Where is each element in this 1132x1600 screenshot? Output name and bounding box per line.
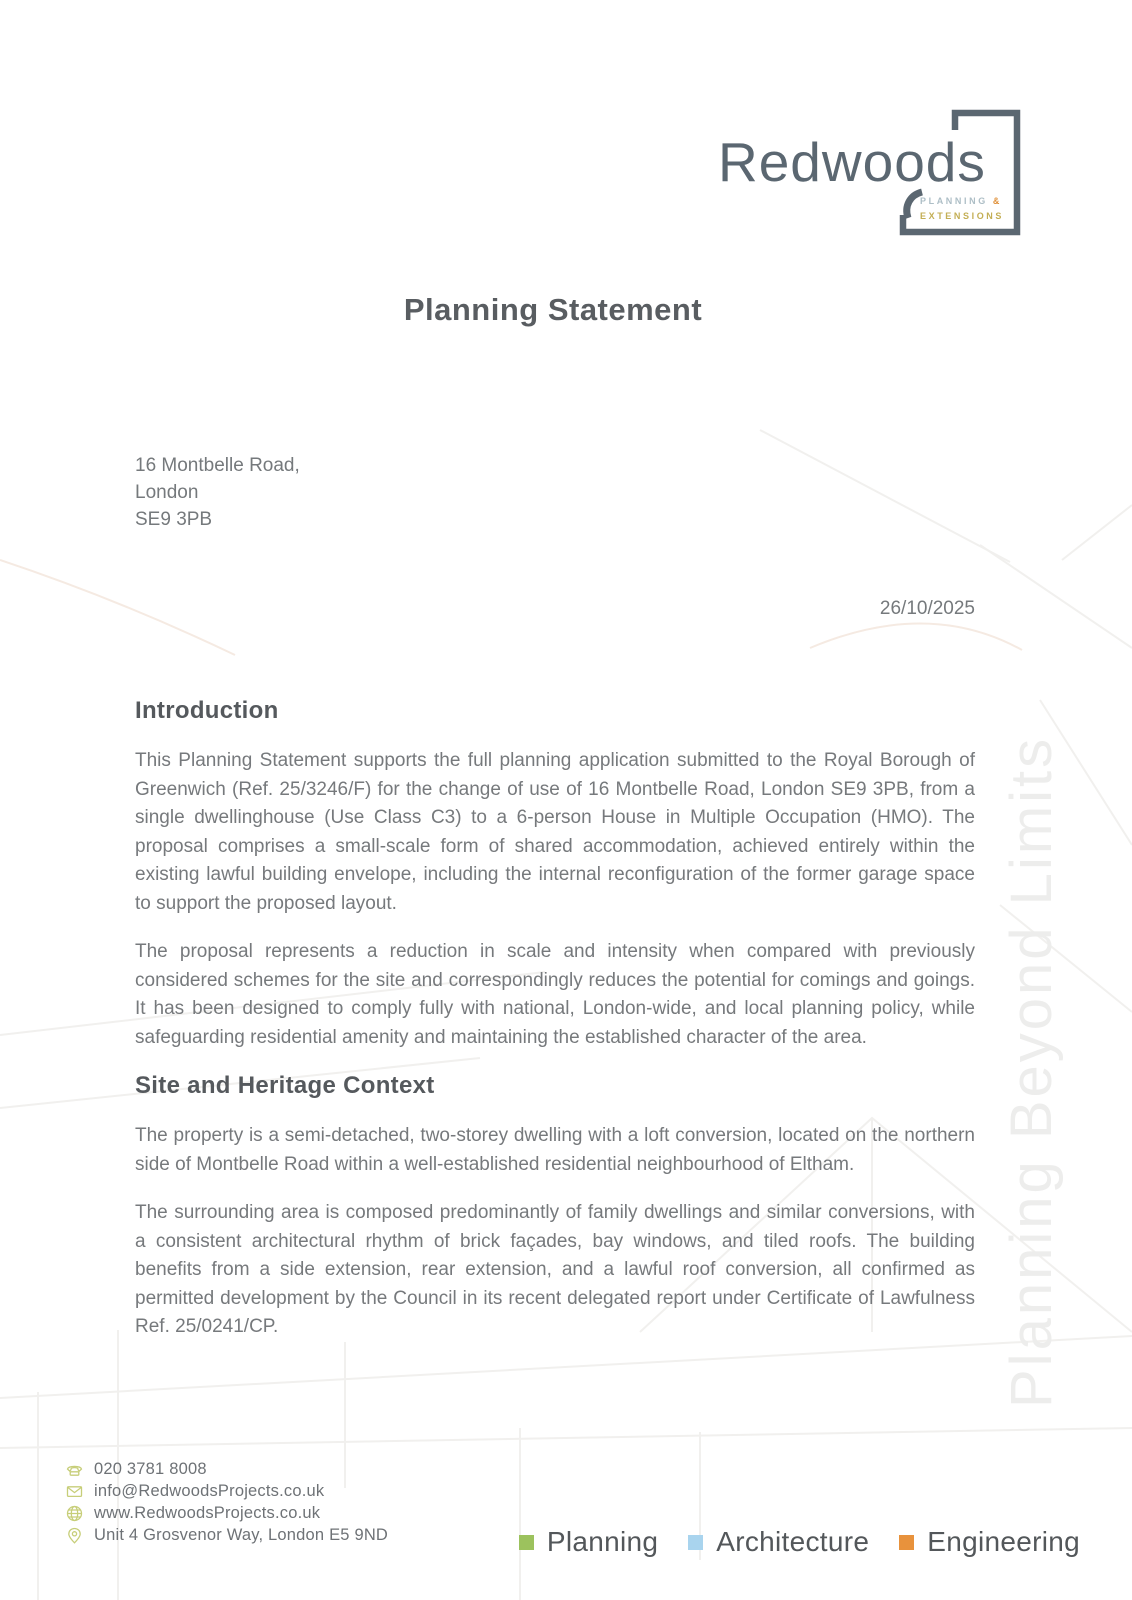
location-pin-icon xyxy=(66,1527,83,1544)
services-legend xyxy=(519,1526,1080,1558)
contact-website-row xyxy=(66,1502,388,1524)
envelope-icon xyxy=(66,1483,83,1500)
watermark-text: Planning Beyond Limits xyxy=(999,735,1064,1408)
section-heading: Introduction xyxy=(135,697,279,724)
logo-tagline xyxy=(920,194,1004,224)
document-date: 26/10/2025 xyxy=(879,598,975,619)
section-heading: Site and Heritage Context xyxy=(135,1072,435,1099)
contact-address-row xyxy=(66,1524,388,1546)
logo-tagline-line1: PLANNING xyxy=(920,196,988,206)
contact-email-row xyxy=(66,1480,388,1502)
logo-tagline-ampersand: & xyxy=(992,196,1003,206)
service-architecture xyxy=(688,1526,869,1558)
phone-number: 020 3781 8008 xyxy=(94,1459,207,1478)
office-address: Unit 4 Grosvenor Way, London E5 9ND xyxy=(94,1525,389,1544)
green-square-icon xyxy=(519,1535,534,1550)
service-label: Engineering xyxy=(927,1526,1080,1557)
section-introduction xyxy=(135,697,975,1052)
page-title: Planning Statement xyxy=(403,292,703,327)
blue-square-icon xyxy=(688,1535,703,1550)
address-line: SE9 3PB xyxy=(135,509,213,530)
email-address: info@RedwoodsProjects.co.uk xyxy=(94,1481,325,1500)
service-label: Architecture xyxy=(716,1526,870,1557)
paragraph: The surrounding area is composed predominantly of family dwellings and similar conversions, with a consistent architectural rhythm of brick façades, bay windows, and tiled roofs. The building benefits from a side extension, rear extension, and a lawful roof conversion, all confirmed as permitted development by the Council in its recent delegated report under Certificate of Lawfulness Ref. 25/0241/CP. xyxy=(135,1202,975,1337)
address-line: 16 Montbelle Road, xyxy=(135,455,300,476)
paragraph: This Planning Statement supports the full planning application submitted to the Royal Borough of Greenwich (Ref. 25/3246/F) for the change of use of 16 Montbelle Road, London SE9 3PB, from a single dwellinghouse (Use Class C3) to a 6-person House in Multiple Occupation (HMO). The proposal comprises a small-scale form of shared accommodation, achieved entirely within the existing lawful building envelope, including the internal reconfiguration of the former garage space to support the proposed layout. xyxy=(135,750,975,914)
document-body xyxy=(135,697,975,1362)
website-url: www.RedwoodsProjects.co.uk xyxy=(94,1503,321,1522)
section-site-and-heritage-context xyxy=(135,1072,975,1342)
phone-icon xyxy=(66,1461,83,1478)
paragraph: The property is a semi-detached, two-storey dwelling with a loft conversion, located on the northern side of Montbelle Road within a well-established residential neighbourhood of Eltham. xyxy=(135,1125,975,1175)
service-engineering xyxy=(899,1526,1080,1558)
site-address-block xyxy=(135,452,300,533)
logo-tagline-line2: EXTENSIONS xyxy=(920,211,1005,221)
address-line: London xyxy=(135,482,199,503)
contact-phone-row xyxy=(66,1458,388,1480)
paragraph: The proposal represents a reduction in scale and intensity when compared with previously considered schemes for the site and correspondingly reduces the potential for comings and goings. It has been designed to comply fully with national, London-wide, and local planning policy, while safeguarding residential amenity and maintaining the established character of the area. xyxy=(135,941,975,1048)
globe-icon xyxy=(66,1505,83,1522)
orange-square-icon xyxy=(899,1535,914,1550)
logo-brand-text: Redwoods xyxy=(718,131,986,193)
redwoods-logo xyxy=(700,96,1035,246)
service-planning xyxy=(519,1526,658,1558)
footer-contact-block xyxy=(66,1458,388,1546)
service-label: Planning xyxy=(546,1526,659,1557)
